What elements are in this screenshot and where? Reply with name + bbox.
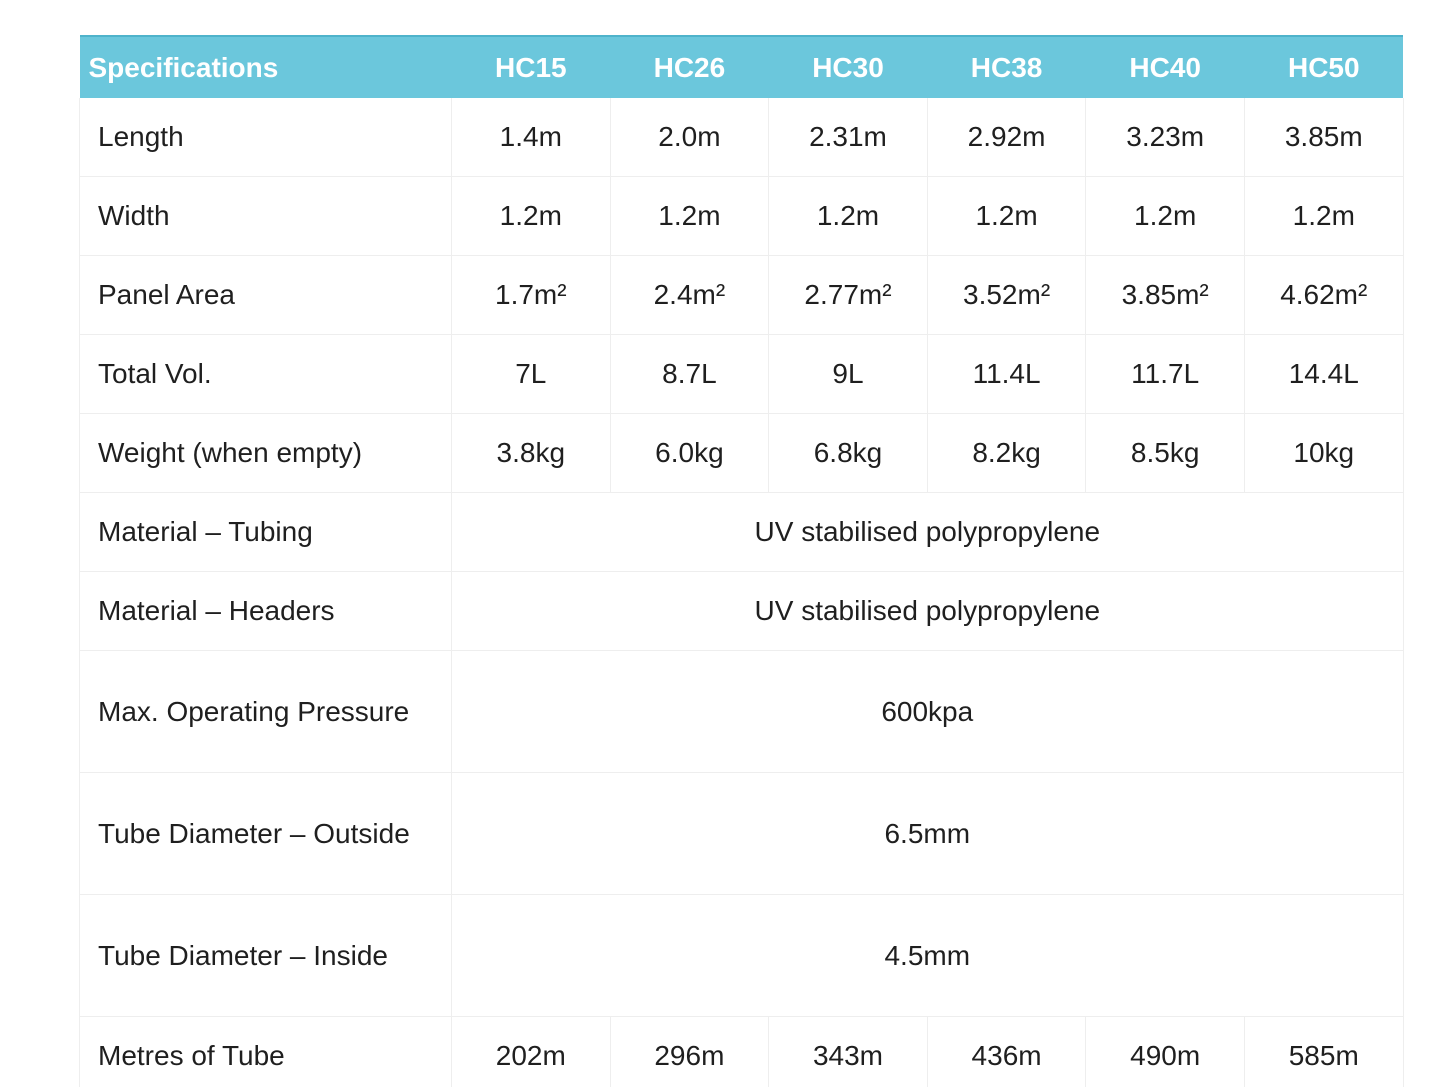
table-cell: 3.85m² — [1086, 256, 1245, 335]
table-cell: 6.8kg — [769, 414, 928, 493]
table-cell-merged: 4.5mm — [452, 895, 1404, 1017]
table-row-metres-of-tube — [80, 1017, 1404, 1087]
header-model: HC30 — [769, 36, 928, 98]
table-cell-merged: UV stabilised polypropylene — [452, 572, 1404, 651]
row-label: Tube Diameter – Outside — [80, 773, 452, 895]
table-cell: 1.2m — [452, 177, 611, 256]
table-cell: 4.62m² — [1244, 256, 1403, 335]
row-label: Width — [80, 177, 452, 256]
header-model: HC50 — [1244, 36, 1403, 98]
table-cell-merged: 600kpa — [452, 651, 1404, 773]
row-label: Material – Headers — [80, 572, 452, 651]
row-label: Metres of Tube — [80, 1017, 452, 1087]
table-row-total-vol — [80, 335, 1404, 414]
table-cell: 2.4m² — [610, 256, 769, 335]
table-row-panel-area — [80, 256, 1404, 335]
table-cell: 3.8kg — [452, 414, 611, 493]
table-cell: 6.0kg — [610, 414, 769, 493]
table-cell: 1.2m — [1086, 177, 1245, 256]
table-row-material-tubing — [80, 493, 1404, 572]
table-cell: 2.77m² — [769, 256, 928, 335]
table-cell: 3.85m — [1244, 98, 1403, 177]
table-cell: 8.2kg — [927, 414, 1086, 493]
header-specifications: Specifications — [80, 36, 452, 98]
header-model: HC40 — [1086, 36, 1245, 98]
header-model: HC15 — [452, 36, 611, 98]
table-cell: 343m — [769, 1017, 928, 1087]
specifications-table — [79, 35, 1404, 1087]
table-row-weight — [80, 414, 1404, 493]
table-row-length — [80, 98, 1404, 177]
table-row-width — [80, 177, 1404, 256]
table-cell-merged: 6.5mm — [452, 773, 1404, 895]
table-cell: 10kg — [1244, 414, 1403, 493]
table-cell: 296m — [610, 1017, 769, 1087]
table-cell: 585m — [1244, 1017, 1403, 1087]
table-cell: 1.2m — [610, 177, 769, 256]
table-row-material-headers — [80, 572, 1404, 651]
row-label: Max. Operating Pressure — [80, 651, 452, 773]
table-row-tube-inside — [80, 895, 1404, 1017]
table-row-max-pressure — [80, 651, 1404, 773]
table-cell: 8.5kg — [1086, 414, 1245, 493]
table-cell: 490m — [1086, 1017, 1245, 1087]
table-cell: 1.2m — [927, 177, 1086, 256]
table-cell: 11.4L — [927, 335, 1086, 414]
table-cell: 3.52m² — [927, 256, 1086, 335]
table-cell: 1.4m — [452, 98, 611, 177]
table-cell: 9L — [769, 335, 928, 414]
table-cell: 2.0m — [610, 98, 769, 177]
table-cell: 7L — [452, 335, 611, 414]
table-cell: 436m — [927, 1017, 1086, 1087]
table-header-row — [80, 36, 1404, 98]
table-cell: 202m — [452, 1017, 611, 1087]
table-cell: 1.7m² — [452, 256, 611, 335]
row-label: Weight (when empty) — [80, 414, 452, 493]
table-cell: 3.23m — [1086, 98, 1245, 177]
table-cell: 2.31m — [769, 98, 928, 177]
table-cell: 11.7L — [1086, 335, 1245, 414]
table-cell-merged: UV stabilised polypropylene — [452, 493, 1404, 572]
header-model: HC38 — [927, 36, 1086, 98]
table-cell: 1.2m — [1244, 177, 1403, 256]
row-label: Total Vol. — [80, 335, 452, 414]
table-cell: 1.2m — [769, 177, 928, 256]
table-row-tube-outside — [80, 773, 1404, 895]
row-label: Length — [80, 98, 452, 177]
header-model: HC26 — [610, 36, 769, 98]
row-label: Panel Area — [80, 256, 452, 335]
row-label: Material – Tubing — [80, 493, 452, 572]
row-label: Tube Diameter – Inside — [80, 895, 452, 1017]
table-cell: 14.4L — [1244, 335, 1403, 414]
table-cell: 2.92m — [927, 98, 1086, 177]
table-cell: 8.7L — [610, 335, 769, 414]
